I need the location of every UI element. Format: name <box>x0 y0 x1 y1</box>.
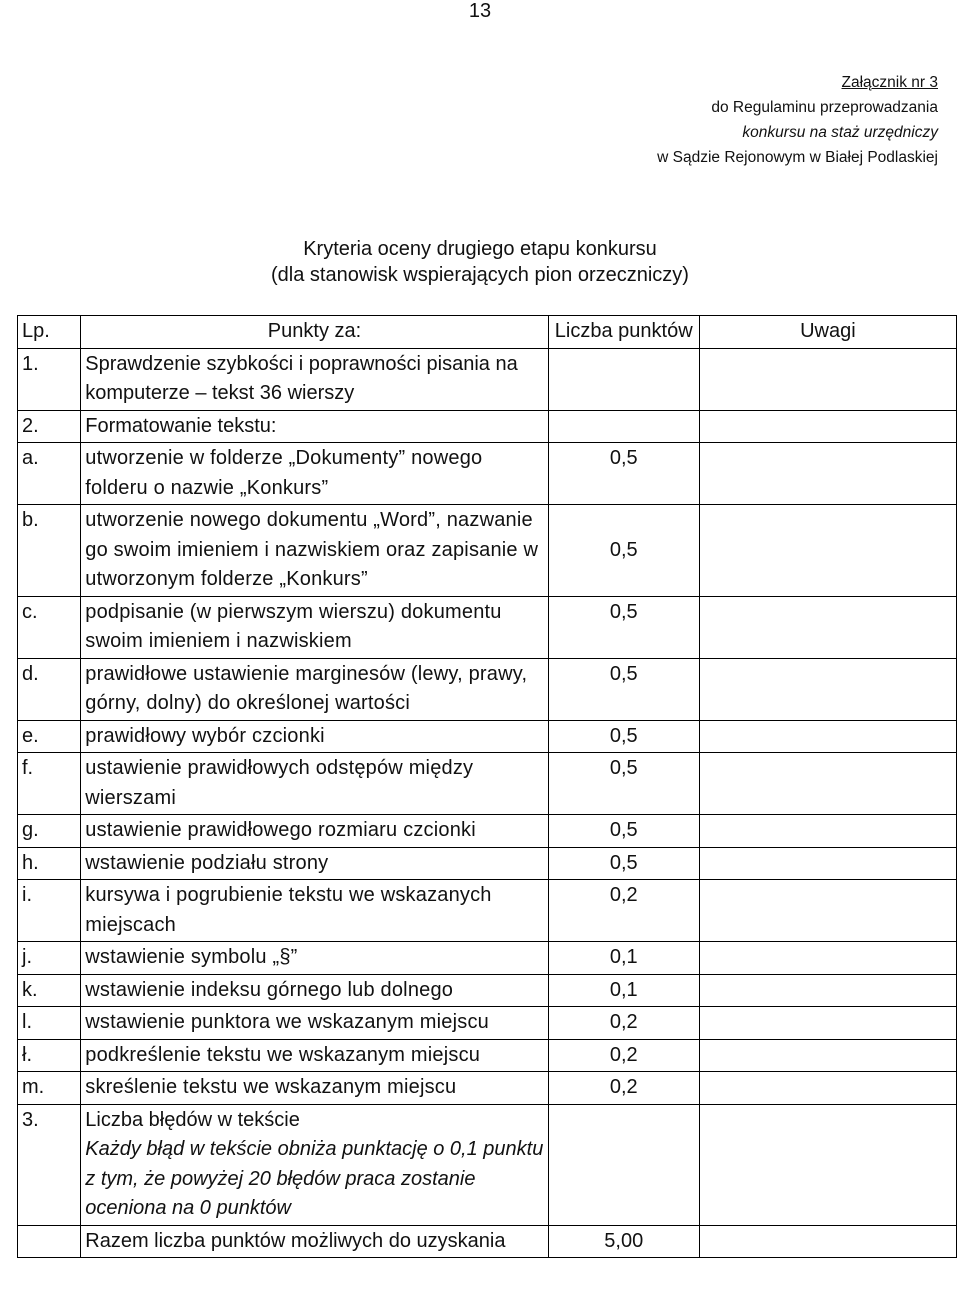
row-points: 0,2 <box>548 880 699 942</box>
row-notes <box>699 658 956 720</box>
criteria-table <box>17 315 957 1258</box>
errors-row <box>18 1104 957 1225</box>
table-row <box>18 753 957 815</box>
row-criterion: ustawienie prawidłowego rozmiaru czcionki <box>81 815 548 848</box>
row-notes <box>699 505 956 597</box>
total-notes <box>699 1225 956 1258</box>
table-row <box>18 505 957 597</box>
row-criterion: prawidłowe ustawienie marginesów (lewy, prawy, górny, dolny) do określonej wartości <box>81 658 548 720</box>
row-number: ł. <box>18 1039 81 1072</box>
table-row <box>18 658 957 720</box>
row-criterion: Formatowanie tekstu: <box>81 410 548 443</box>
table-row <box>18 720 957 753</box>
table-row <box>18 1072 957 1105</box>
row-criterion: utworzenie w folderze „Dokumenty” nowego folderu o nazwie „Konkurs” <box>81 443 548 505</box>
annex-header <box>657 70 938 170</box>
errors-criterion <box>81 1104 548 1225</box>
row-criterion: prawidłowy wybór czcionki <box>81 720 548 753</box>
row-points <box>548 410 699 443</box>
heading-line-1: Kryteria oceny drugiego etapu konkursu <box>303 238 657 260</box>
row-points: 0,5 <box>548 658 699 720</box>
table-header-row <box>18 316 957 349</box>
row-number: i. <box>18 880 81 942</box>
row-notes <box>699 815 956 848</box>
row-number: m. <box>18 1072 81 1105</box>
row-criterion: podkreślenie tekstu we wskazanym miejscu <box>81 1039 548 1072</box>
row-points: 0,5 <box>548 443 699 505</box>
row-criterion: skreślenie tekstu we wskazanym miejscu <box>81 1072 548 1105</box>
row-number: b. <box>18 505 81 597</box>
row-points: 0,5 <box>548 720 699 753</box>
row-points: 0,5 <box>548 596 699 658</box>
row-number: l. <box>18 1007 81 1040</box>
row-notes <box>699 880 956 942</box>
row-criterion: wstawienie indeksu górnego lub dolnego <box>81 974 548 1007</box>
row-notes <box>699 753 956 815</box>
errors-title: Liczba błędów w tekście <box>85 1108 300 1131</box>
annex-line-1: do Regulaminu przeprowadzania <box>711 99 938 116</box>
header-lp: Lp. <box>18 316 81 349</box>
row-criterion: ustawienie prawidłowych odstępów między wierszami <box>81 753 548 815</box>
row-number: e. <box>18 720 81 753</box>
page-number: 13 <box>468 0 492 22</box>
total-row-number <box>18 1225 81 1258</box>
row-criterion: Sprawdzenie szybkości i poprawności pisania na komputerze – tekst 36 wierszy <box>81 348 548 410</box>
row-points: 0,1 <box>548 974 699 1007</box>
row-points: 0,5 <box>548 847 699 880</box>
header-criteria: Punkty za: <box>81 316 548 349</box>
row-number: f. <box>18 753 81 815</box>
table-row <box>18 847 957 880</box>
table-row <box>18 880 957 942</box>
row-points: 0,2 <box>548 1039 699 1072</box>
row-notes <box>699 720 956 753</box>
table-row <box>18 942 957 975</box>
row-number: d. <box>18 658 81 720</box>
heading-line-2: (dla stanowisk wspierających pion orzeczniczy) <box>271 264 689 286</box>
errors-row-number: 3. <box>18 1104 81 1225</box>
total-row <box>18 1225 957 1258</box>
row-number: 2. <box>18 410 81 443</box>
row-notes <box>699 443 956 505</box>
table-row <box>18 410 957 443</box>
row-criterion: wstawienie punktora we wskazanym miejscu <box>81 1007 548 1040</box>
row-notes <box>699 1039 956 1072</box>
total-label: Razem liczba punktów możliwych do uzyskania <box>81 1225 548 1258</box>
row-criterion: utworzenie nowego dokumentu „Word”, nazwanie go swoim imieniem i nazwiskiem oraz zapisanie w utworzonym folderze „Konkurs” <box>81 505 548 597</box>
row-points: 0,2 <box>548 1007 699 1040</box>
row-number: 1. <box>18 348 81 410</box>
annex-line-2: konkursu na staż urzędniczy <box>742 124 938 141</box>
row-points: 0,2 <box>548 1072 699 1105</box>
row-notes <box>699 1072 956 1105</box>
row-criterion: wstawienie podziału strony <box>81 847 548 880</box>
row-points <box>548 348 699 410</box>
row-notes <box>699 847 956 880</box>
document-heading <box>0 236 960 288</box>
table-row <box>18 974 957 1007</box>
row-number: h. <box>18 847 81 880</box>
row-number: c. <box>18 596 81 658</box>
row-criterion: wstawienie symbolu „§” <box>81 942 548 975</box>
row-points: 0,5 <box>548 753 699 815</box>
row-points: 0,5 <box>548 505 699 597</box>
row-notes <box>699 410 956 443</box>
table-row <box>18 815 957 848</box>
annex-line-3: w Sądzie Rejonowym w Białej Podlaskiej <box>657 149 938 166</box>
errors-notes <box>699 1104 956 1225</box>
table-row <box>18 348 957 410</box>
row-points: 0,1 <box>548 942 699 975</box>
table-row <box>18 596 957 658</box>
row-notes <box>699 596 956 658</box>
row-number: j. <box>18 942 81 975</box>
table-row <box>18 1039 957 1072</box>
total-points: 5,00 <box>548 1225 699 1258</box>
row-notes <box>699 1007 956 1040</box>
row-number: g. <box>18 815 81 848</box>
row-number: a. <box>18 443 81 505</box>
errors-points <box>548 1104 699 1225</box>
header-points: Liczba punktów <box>548 316 699 349</box>
row-notes <box>699 974 956 1007</box>
table-row <box>18 443 957 505</box>
table-row <box>18 1007 957 1040</box>
row-notes <box>699 348 956 410</box>
row-number: k. <box>18 974 81 1007</box>
row-criterion: podpisanie (w pierwszym wierszu) dokumentu swoim imieniem i nazwiskiem <box>81 596 548 658</box>
row-points: 0,5 <box>548 815 699 848</box>
row-notes <box>699 942 956 975</box>
annex-title: Załącznik nr 3 <box>841 74 938 91</box>
header-notes: Uwagi <box>699 316 956 349</box>
row-criterion: kursywa i pogrubienie tekstu we wskazanych miejscach <box>81 880 548 942</box>
errors-note: Każdy błąd w tekście obniża punktację o 0,1 punktu z tym, że powyżej 20 błędów praca zostanie oceniona na 0 punktów <box>85 1138 544 1219</box>
